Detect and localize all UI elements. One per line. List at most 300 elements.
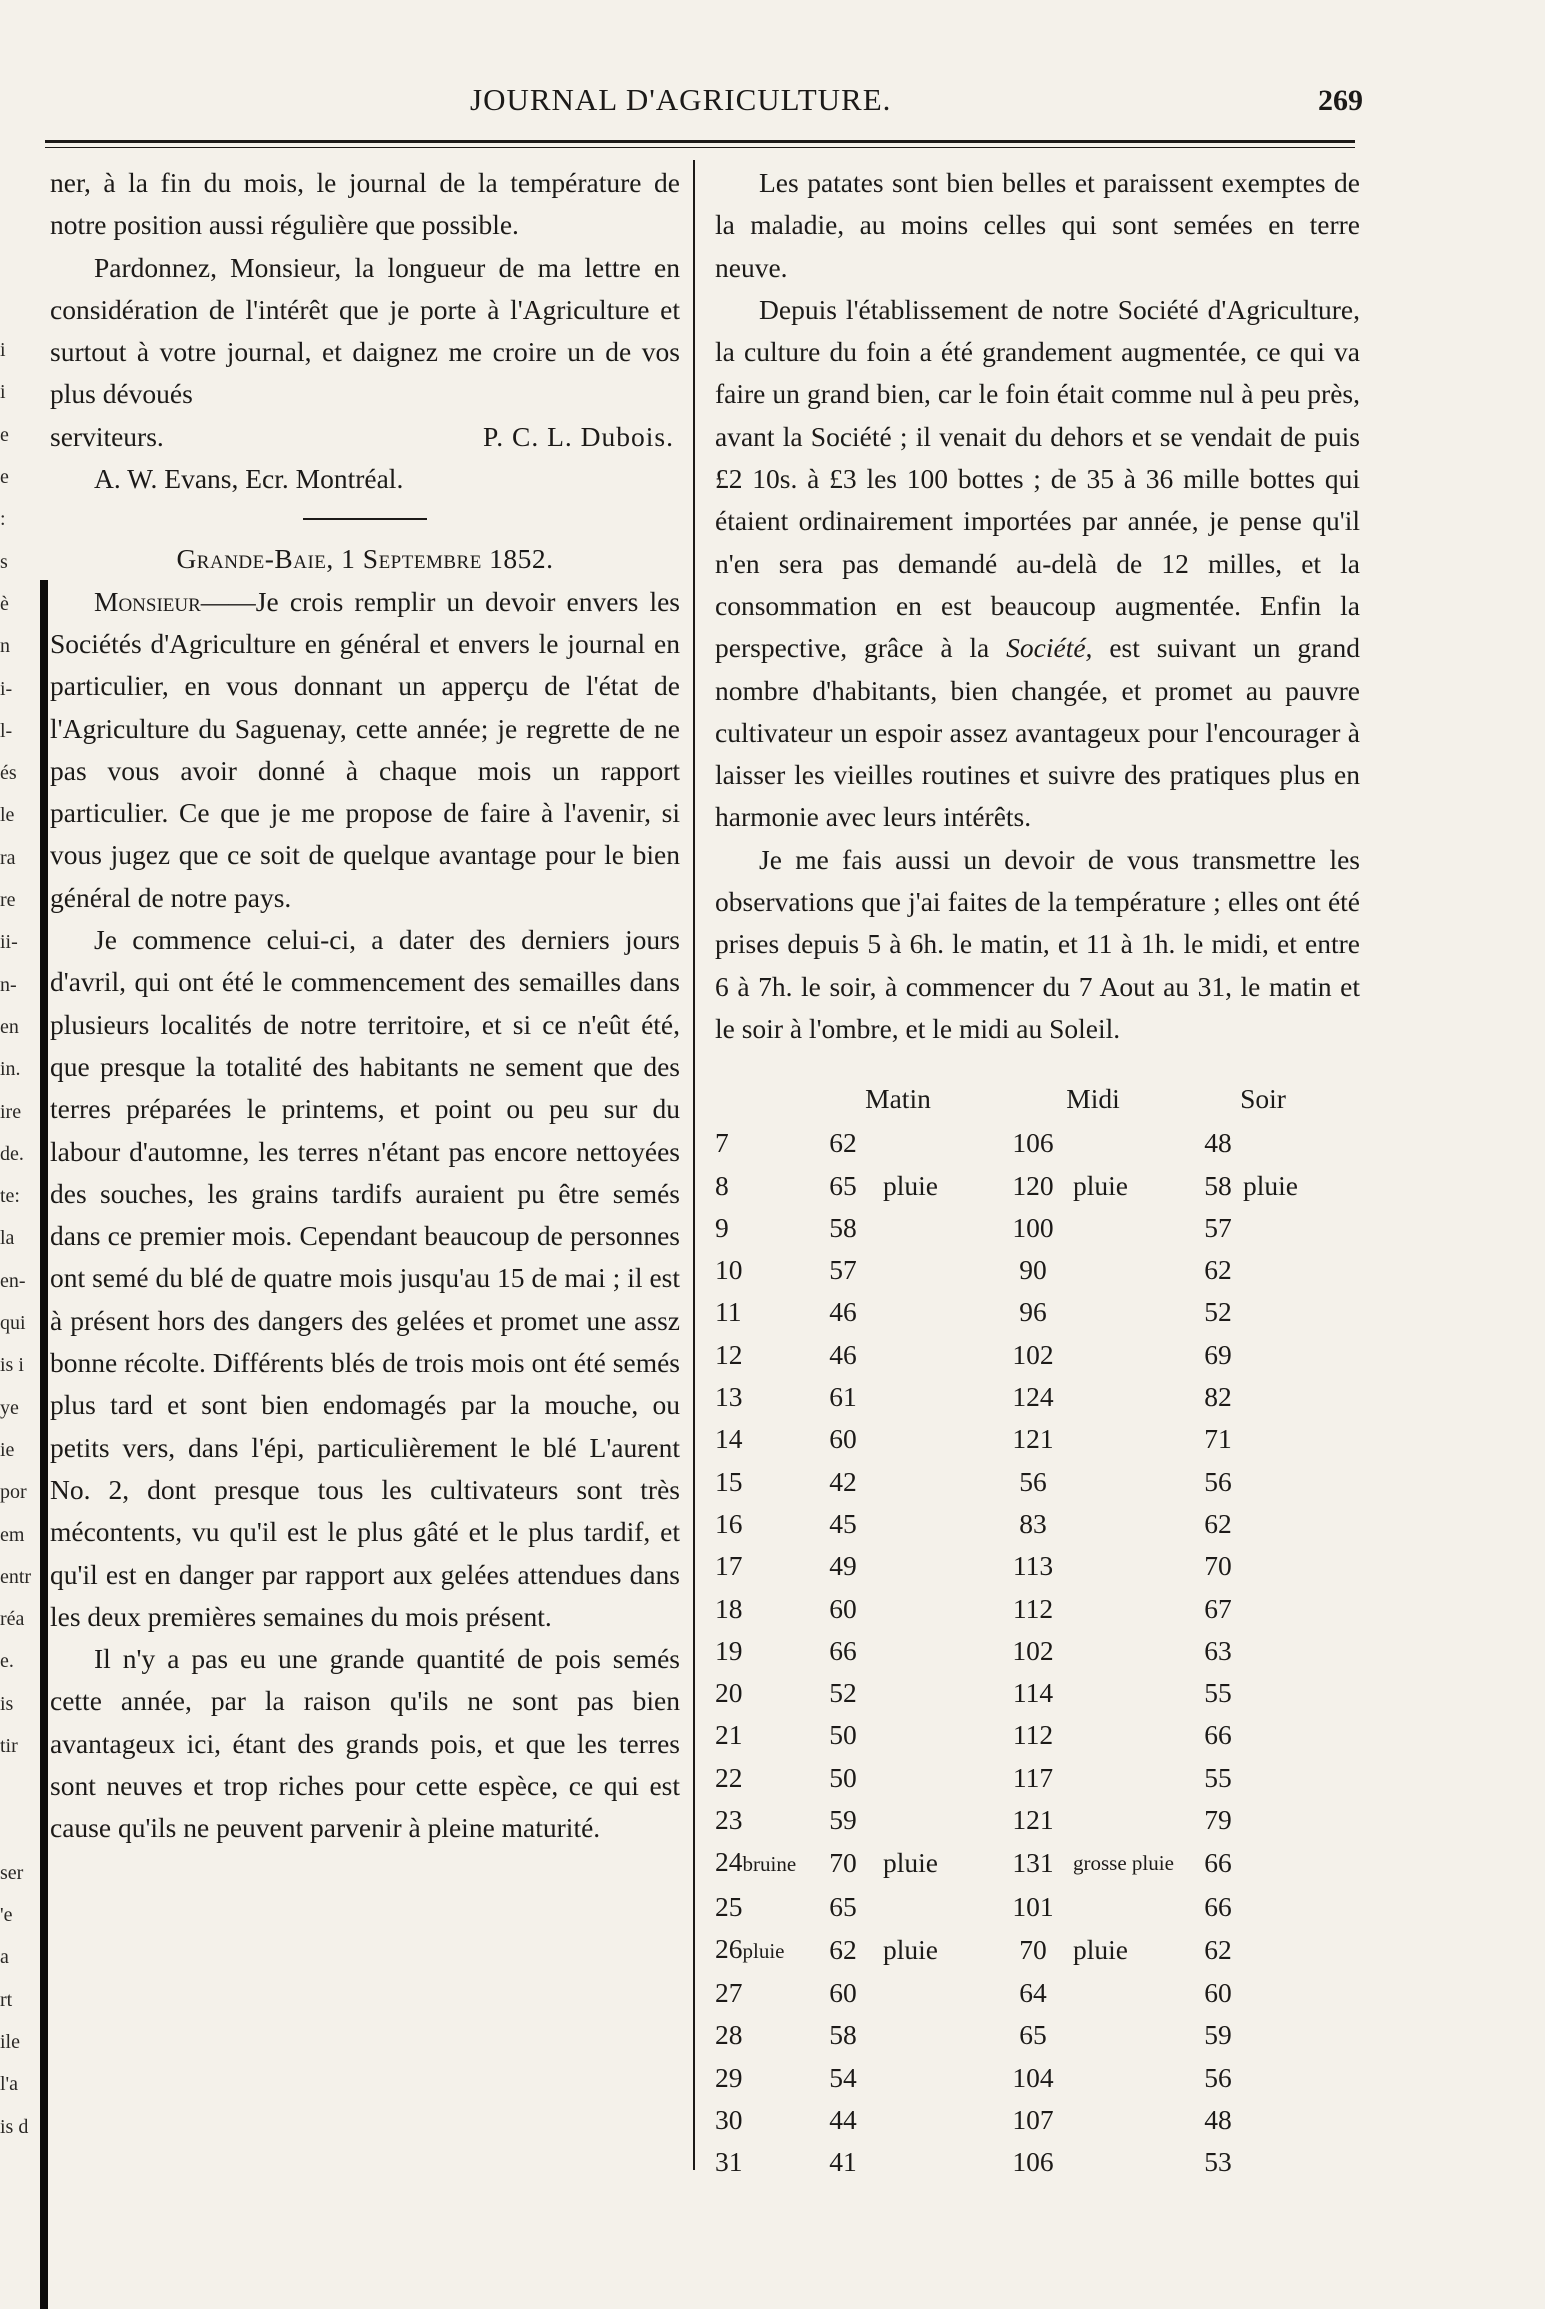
midi-value: 102 <box>1012 1338 1054 1370</box>
matin-value: 44 <box>829 2104 857 2136</box>
midi-value: 101 <box>1012 1890 1054 1922</box>
soir-note <box>1243 2014 1333 2056</box>
day-cell <box>715 1207 803 1249</box>
matin-note <box>883 2099 993 2141</box>
midi-note <box>1073 1757 1193 1799</box>
soir-value: 62 <box>1204 1507 1232 1539</box>
matin-value: 54 <box>829 2061 857 2093</box>
soir-note <box>1243 1972 1333 2014</box>
margin-fragment: i <box>0 381 6 404</box>
dateline: Grande-Baie, 1 Septembre 1852. <box>176 543 554 575</box>
midi-value: 124 <box>1012 1381 1054 1413</box>
header-rule <box>45 140 1355 143</box>
soir-value: 56 <box>1204 1465 1232 1497</box>
soir-note: pluie <box>1243 1169 1298 1201</box>
margin-fragment: le <box>0 804 15 827</box>
matin-note: pluie <box>883 1169 938 1201</box>
header-rule-thin <box>45 147 1355 148</box>
midi-note <box>1073 1588 1193 1630</box>
day-cell <box>715 1376 803 1418</box>
soir-note <box>1243 1122 1333 1164</box>
matin-value: 46 <box>829 1296 857 1328</box>
table-row <box>715 1714 1333 1756</box>
day-cell <box>715 1799 803 1841</box>
matin-value: 50 <box>829 1719 857 1751</box>
matin-note <box>883 1972 993 2014</box>
matin-value: 58 <box>829 2019 857 2051</box>
societe-italic: Société, <box>1006 632 1093 664</box>
header-matin: Matin <box>865 1083 931 1115</box>
matin-value: 65 <box>829 1890 857 1922</box>
day-cell <box>715 1588 803 1630</box>
margin-fragment: i- <box>0 677 13 700</box>
soir-note <box>1243 1503 1333 1545</box>
matin-note <box>883 1249 993 1291</box>
soir-value: 59 <box>1204 2019 1232 2051</box>
day-number: 23 <box>715 1803 743 1835</box>
margin-fragment: e <box>0 466 9 489</box>
day-number: 10 <box>715 1254 743 1286</box>
midi-value: 100 <box>1012 1211 1054 1243</box>
matin-value: 59 <box>829 1803 857 1835</box>
margin-fragment: ie <box>0 1438 15 1461</box>
day-note: bruine <box>742 1852 797 1877</box>
soir-value: 57 <box>1204 1211 1232 1243</box>
running-title: JOURNAL D'AGRICULTURE. <box>470 82 892 117</box>
table-row <box>715 1165 1333 1207</box>
day-number: 26 <box>715 1932 743 1964</box>
midi-note <box>1073 1334 1193 1376</box>
signoff-word: serviteurs. <box>50 420 164 452</box>
midi-note <box>1073 1376 1193 1418</box>
soir-note <box>1243 2141 1333 2183</box>
matin-note <box>883 2141 993 2183</box>
day-number: 17 <box>715 1550 743 1582</box>
soir-note <box>1243 1757 1333 1799</box>
day-number: 9 <box>715 1211 729 1243</box>
margin-fragment: 'e <box>0 1904 13 1927</box>
margin-fragment: ile <box>0 2031 20 2054</box>
matin-value: 60 <box>829 1592 857 1624</box>
table-row <box>715 1461 1333 1503</box>
soir-note <box>1243 1928 1333 1972</box>
midi-value: 114 <box>1012 1677 1054 1709</box>
letter-closing-paragraph: ner, à la fin du mois, le journal de la température de notre position aussi régulière que possible. <box>50 167 680 241</box>
midi-note <box>1073 1291 1193 1333</box>
table-row <box>715 2141 1333 2183</box>
midi-value: 83 <box>1019 1507 1047 1539</box>
margin-fragment: en- <box>0 1269 26 1292</box>
midi-value: 64 <box>1019 1977 1047 2009</box>
margin-fragment: l- <box>0 719 13 742</box>
left-column <box>50 162 680 1850</box>
day-number: 22 <box>715 1761 743 1793</box>
soir-note <box>1243 1291 1333 1333</box>
soir-note <box>1243 1207 1333 1249</box>
day-cell <box>715 2099 803 2141</box>
day-number: 24 <box>715 1846 743 1878</box>
matin-note <box>883 1418 993 1460</box>
margin-fragment: is i <box>0 1354 24 1377</box>
matin-note <box>883 1122 993 1164</box>
midi-note: grosse pluie <box>1073 1851 1174 1876</box>
matin-note: pluie <box>883 1847 938 1879</box>
matin-note <box>883 1672 993 1714</box>
soir-note <box>1243 1461 1333 1503</box>
day-cell <box>715 1672 803 1714</box>
matin-value: 42 <box>829 1465 857 1497</box>
margin-fragment: re <box>0 889 16 912</box>
table-row <box>715 1588 1333 1630</box>
margin-fragment: la <box>0 1227 15 1250</box>
soir-note <box>1243 1334 1333 1376</box>
soir-note <box>1243 1841 1333 1885</box>
matin-note <box>883 1545 993 1587</box>
table-row <box>715 1249 1333 1291</box>
matin-note <box>883 2057 993 2099</box>
midi-note <box>1073 1714 1193 1756</box>
margin-fragment: l'a <box>0 2073 19 2096</box>
day-cell <box>715 2014 803 2056</box>
midi-note <box>1073 2057 1193 2099</box>
soir-value: 66 <box>1204 1847 1232 1879</box>
soir-value: 79 <box>1204 1803 1232 1835</box>
signature-name: P. C. L. Dubois. <box>483 420 674 452</box>
soir-note <box>1243 1799 1333 1841</box>
matin-value: 45 <box>829 1507 857 1539</box>
opening-text: ——Je crois remplir un devoir envers les Sociétés d'Agriculture en général et envers le journal en particulier, en vous donnant un apperçu de l'état de l'Agriculture du Saguenay, cette année; je regrette de ne pas vous avoir donné à chaque mois un rapport particulier. Ce que je me propose de faire à l'avenir, si vous jugez que ce soit de quelque avantage pour le bien général de notre pays. <box>50 585 680 913</box>
soir-note <box>1243 1418 1333 1460</box>
midi-note <box>1073 2099 1193 2141</box>
soir-note <box>1243 1886 1333 1928</box>
margin-fragment: en <box>0 1015 19 1038</box>
margin-fragment <box>0 160 40 202</box>
matin-note <box>883 1757 993 1799</box>
soir-value: 55 <box>1204 1677 1232 1709</box>
right-column <box>715 162 1360 2184</box>
margin-fragment: rt <box>0 1988 13 2011</box>
addressee: A. W. Evans, Ecr. Montréal. <box>94 463 404 495</box>
sowing-paragraph: Je commence celui-ci, a dater des derniers jours d'avril, qui ont été le commencement des semailles dans plusieurs localités de notre territoire, et si ce n'eût été, que presque la totalité des habitants ne sement que des terres préparées le printems, et point ou peu sur du labour d'automne, les terres n'étant pas encore nettoyées des souches, les grains tardifs auraient pu être semés dans ce premier mois. Cependant beaucoup de personnes ont semé du blé de quatre mois jusqu'au 15 de mai ; il est à présent hors des dangers des gelées et promet une assz bonne récolte. Différents blés de trois mois ont été semés plus tard et sont bien endomagés par la mouche, ou petits vers, dans l'épi, particulièrement le blé L'aurent No. 2, dont presque tous les cultivateurs sont très mécontents, vu qu'il est le plus gâté et le plus tardif, et qu'il est en danger par rapport aux gelées attendues dans les deux premières semaines du mois présent. <box>50 924 680 1632</box>
soir-value: 69 <box>1204 1338 1232 1370</box>
midi-note <box>1073 1249 1193 1291</box>
midi-note <box>1073 1672 1193 1714</box>
midi-note <box>1073 1461 1193 1503</box>
margin-fragment: te: <box>0 1185 20 1208</box>
day-cell <box>715 2057 803 2099</box>
margin-fragment: ii- <box>0 931 18 954</box>
midi-note <box>1073 1207 1193 1249</box>
margin-fragment: a <box>0 1946 9 1969</box>
soir-value: 62 <box>1204 1254 1232 1286</box>
temperature-intro-paragraph: Je me fais aussi un devoir de vous transmettre les observations que j'ai faites de la température ; elles ont été prises depuis 5 à 6h. le matin, et 11 à 1h. le midi, et entre 6 à 7h. le soir, à commencer du 7 Aout au 31, le matin et le soir à l'ombre, et le midi au Soleil. <box>715 843 1360 1044</box>
table-row <box>715 1972 1333 2014</box>
midi-value: 121 <box>1012 1803 1054 1835</box>
table-row <box>715 1630 1333 1672</box>
day-number: 11 <box>715 1296 742 1328</box>
letter-opening-paragraph <box>50 581 680 919</box>
table-row <box>715 1799 1333 1841</box>
margin-fragment: e <box>0 423 9 446</box>
matin-note <box>883 1630 993 1672</box>
midi-value: 131 <box>1012 1847 1054 1879</box>
margin-fragment: is <box>0 1692 14 1715</box>
day-note: pluie <box>742 1938 785 1963</box>
soir-value: 48 <box>1204 2104 1232 2136</box>
table-row <box>715 1207 1333 1249</box>
day-number: 27 <box>715 1977 743 2009</box>
header-midi: Midi <box>1066 1083 1120 1115</box>
table-header-row <box>715 1076 1333 1122</box>
margin-fragment: ire <box>0 1100 22 1123</box>
midi-note: pluie <box>1073 1933 1128 1965</box>
margin-fragment: ser <box>0 1861 24 1884</box>
day-cell <box>715 1334 803 1376</box>
salutation: Monsieur <box>94 585 201 617</box>
day-number: 31 <box>715 2146 743 2178</box>
margin-fragment <box>0 1810 40 1852</box>
margin-fragment: és <box>0 762 17 785</box>
matin-note: pluie <box>883 1933 938 1965</box>
midi-note <box>1073 1418 1193 1460</box>
margin-fragments <box>0 160 40 2148</box>
table-row <box>715 2099 1333 2141</box>
table-row <box>715 1376 1333 1418</box>
matin-value: 66 <box>829 1634 857 1666</box>
matin-value: 60 <box>829 1977 857 2009</box>
soir-note <box>1243 1714 1333 1756</box>
margin-fragment: in. <box>0 1058 21 1081</box>
soir-value: 62 <box>1204 1933 1232 1965</box>
day-cell <box>715 1503 803 1545</box>
matin-note <box>883 1334 993 1376</box>
day-cell <box>715 1461 803 1503</box>
matin-note <box>883 1207 993 1249</box>
margin-fragment: entr <box>0 1565 32 1588</box>
midi-value: 102 <box>1012 1634 1054 1666</box>
matin-value: 58 <box>829 1211 857 1243</box>
table-row <box>715 1122 1333 1164</box>
soir-value: 67 <box>1204 1592 1232 1624</box>
hay-text-end: est suivant un grand nombre d'habitants, bien changée, et promet au pauvre cultivateur un espoir assez avantageux pour l'encourager à laisser les vieilles routines et suivre des pratiques plus en harmonie avec leurs intérêts. <box>715 632 1361 833</box>
table-row <box>715 1545 1333 1587</box>
midi-value: 70 <box>1019 1933 1047 1965</box>
soir-value: 71 <box>1204 1423 1232 1455</box>
midi-note <box>1073 1799 1193 1841</box>
day-number: 7 <box>715 1127 729 1159</box>
margin-fragment: ye <box>0 1396 19 1419</box>
midi-note: pluie <box>1073 1169 1128 1201</box>
midi-note <box>1073 2014 1193 2056</box>
signature-line <box>50 416 680 458</box>
matin-value: 62 <box>829 1933 857 1965</box>
matin-note <box>883 1588 993 1630</box>
midi-value: 112 <box>1012 1592 1054 1624</box>
table-row <box>715 1841 1333 1885</box>
soir-value: 63 <box>1204 1634 1232 1666</box>
day-number: 13 <box>715 1381 743 1413</box>
matin-note <box>883 2014 993 2056</box>
margin-fragment: de. <box>0 1142 24 1165</box>
day-cell <box>715 1122 803 1164</box>
midi-value: 90 <box>1019 1254 1047 1286</box>
margin-fragment: n- <box>0 973 17 996</box>
table-row <box>715 1291 1333 1333</box>
margin-fragment: is d <box>0 2115 29 2138</box>
hay-text: Depuis l'établissement de notre Société d'Agriculture, la culture du foin a été grandement augmentée, ce qui va faire un grand bien, car le foin était comme nul à peu près, avant la Société ; il venait du dehors et se vendait de puis £2 10s. à £3 les 100 bottes ; de 35 à 36 mille bottes qui étaient ordinairement importées par année, je pense qu'il n'en sera pas demandé au-delà de 12 milles, et la consommation en est beaucoup augmentée. Enfin la perspective, grâce à la <box>715 293 1360 664</box>
soir-value: 70 <box>1204 1550 1232 1582</box>
matin-value: 62 <box>829 1127 857 1159</box>
margin-fragment: n <box>0 635 10 658</box>
day-number: 14 <box>715 1423 743 1455</box>
midi-value: 112 <box>1012 1719 1054 1751</box>
midi-value: 117 <box>1012 1761 1054 1793</box>
margin-fragment <box>0 287 40 329</box>
day-cell <box>715 2141 803 2183</box>
day-cell <box>715 1928 803 1972</box>
soir-note <box>1243 1672 1333 1714</box>
day-number: 20 <box>715 1677 743 1709</box>
day-number: 15 <box>715 1465 743 1497</box>
midi-note <box>1073 1886 1193 1928</box>
midi-value: 104 <box>1012 2061 1054 2093</box>
day-cell <box>715 1841 803 1885</box>
midi-value: 65 <box>1019 2019 1047 2051</box>
soir-note <box>1243 1630 1333 1672</box>
day-cell <box>715 1630 803 1672</box>
matin-value: 65 <box>829 1169 857 1201</box>
midi-note <box>1073 1972 1193 2014</box>
table-row <box>715 2057 1333 2099</box>
midi-value: 56 <box>1019 1465 1047 1497</box>
table-row <box>715 1334 1333 1376</box>
margin-fragment: : <box>0 508 6 531</box>
table-row <box>715 1418 1333 1460</box>
table-row <box>715 2014 1333 2056</box>
margin-fragment: qui <box>0 1312 26 1335</box>
midi-note <box>1073 1122 1193 1164</box>
matin-value: 41 <box>829 2146 857 2178</box>
matin-value: 57 <box>829 1254 857 1286</box>
binding-edge-bar <box>40 580 48 2309</box>
soir-value: 58 <box>1204 1169 1232 1201</box>
day-cell <box>715 1714 803 1756</box>
matin-note <box>883 1799 993 1841</box>
soir-value: 48 <box>1204 1127 1232 1159</box>
day-number: 19 <box>715 1634 743 1666</box>
day-number: 18 <box>715 1592 743 1624</box>
matin-note <box>883 1376 993 1418</box>
peas-paragraph: Il n'y a pas eu une grande quantité de pois semés cette année, par la raison qu'ils ne sont pas bien avantageux ici, étant des grands pois, et que les terres sont neuves et trop riches pour cette espèce, ce qui est cause qu'ils ne peuvent parvenir à pleine maturité. <box>50 1643 680 1844</box>
midi-note <box>1073 1545 1193 1587</box>
midi-note <box>1073 1630 1193 1672</box>
day-number: 12 <box>715 1338 743 1370</box>
margin-fragment: e. <box>0 1650 14 1673</box>
header-soir: Soir <box>1240 1083 1286 1115</box>
matin-note <box>883 1291 993 1333</box>
day-cell <box>715 1886 803 1928</box>
day-number: 29 <box>715 2061 743 2093</box>
matin-value: 52 <box>829 1677 857 1709</box>
matin-note <box>883 1714 993 1756</box>
soir-note <box>1243 1588 1333 1630</box>
table-row <box>715 1928 1333 1972</box>
margin-fragment <box>0 202 40 244</box>
matin-value: 49 <box>829 1550 857 1582</box>
matin-value: 60 <box>829 1423 857 1455</box>
midi-value: 107 <box>1012 2104 1054 2136</box>
soir-note <box>1243 2057 1333 2099</box>
day-cell <box>715 1757 803 1799</box>
soir-value: 55 <box>1204 1761 1232 1793</box>
soir-value: 82 <box>1204 1381 1232 1413</box>
table-row <box>715 1672 1333 1714</box>
matin-value: 70 <box>829 1847 857 1879</box>
matin-note <box>883 1503 993 1545</box>
table-row <box>715 1886 1333 1928</box>
temperature-table <box>715 1076 1333 2183</box>
midi-note <box>1073 2141 1193 2183</box>
midi-note <box>1073 1503 1193 1545</box>
matin-value: 50 <box>829 1761 857 1793</box>
soir-value: 53 <box>1204 2146 1232 2178</box>
day-number: 8 <box>715 1169 729 1201</box>
margin-fragment <box>0 1767 40 1809</box>
soir-value: 66 <box>1204 1719 1232 1751</box>
soir-value: 66 <box>1204 1890 1232 1922</box>
day-number: 25 <box>715 1890 743 1922</box>
column-divider <box>693 160 695 2170</box>
margin-fragment: è <box>0 592 9 615</box>
day-cell <box>715 1418 803 1460</box>
margin-fragment: i <box>0 339 6 362</box>
day-cell <box>715 1291 803 1333</box>
table-row <box>715 1503 1333 1545</box>
margin-fragment: por <box>0 1481 27 1504</box>
midi-value: 113 <box>1012 1550 1054 1582</box>
potatoes-paragraph: Les patates sont bien belles et paraissent exemptes de la maladie, au moins celles qui sont semées en terre neuve. <box>715 167 1360 283</box>
hay-paragraph <box>715 289 1360 839</box>
midi-value: 121 <box>1012 1423 1054 1455</box>
midi-value: 106 <box>1012 2146 1054 2178</box>
matin-note <box>883 1886 993 1928</box>
letter-apology-paragraph: Pardonnez, Monsieur, la longueur de ma lettre en considération de l'intérêt que je porte à l'Agriculture et surtout à votre journal, et daignez me croire un de vos plus dévoués <box>50 251 680 410</box>
day-number: 21 <box>715 1719 743 1751</box>
margin-fragment <box>0 245 40 287</box>
margin-fragment: tir <box>0 1734 18 1757</box>
soir-note <box>1243 1545 1333 1587</box>
table-row <box>715 1757 1333 1799</box>
section-divider <box>303 518 427 520</box>
day-cell <box>715 1249 803 1291</box>
midi-value: 106 <box>1012 1127 1054 1159</box>
soir-value: 60 <box>1204 1977 1232 2009</box>
page-number: 269 <box>1318 84 1363 117</box>
soir-value: 52 <box>1204 1296 1232 1328</box>
margin-fragment: em <box>0 1523 25 1546</box>
day-number: 30 <box>715 2104 743 2136</box>
soir-note <box>1243 2099 1333 2141</box>
margin-fragment: s <box>0 550 8 573</box>
midi-value: 96 <box>1019 1296 1047 1328</box>
soir-value: 56 <box>1204 2061 1232 2093</box>
midi-value: 120 <box>1012 1169 1054 1201</box>
margin-fragment: réa <box>0 1608 25 1631</box>
temperature-table-body <box>715 1122 1333 2183</box>
day-cell <box>715 1165 803 1207</box>
margin-fragment: ra <box>0 846 16 869</box>
matin-value: 46 <box>829 1338 857 1370</box>
